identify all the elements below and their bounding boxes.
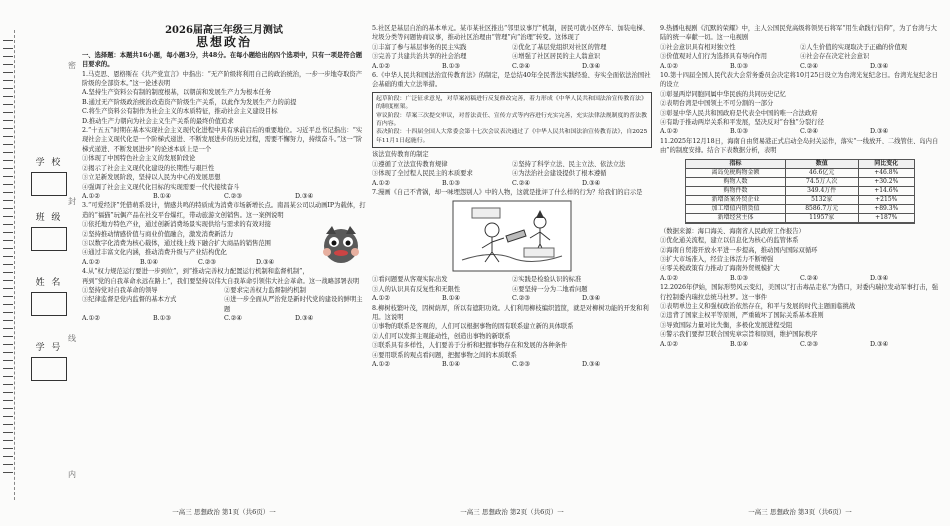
statement-options: ①遵循了立法宣传教育规律 ②坚持了科学立法、民主立法、依法立法 ③体现了全过程人民民主的本质要求 ④为法治社会建设提供了根本遵循 — [372, 160, 626, 178]
section-header: 一、选择题：本题共16小题，每小题3分，共48分。在每小题给出的四个选项中，只有一项是符合题目要求的。 — [82, 51, 363, 69]
question-11: 11.2025年12月18日，海南自由贸易港正式启动全岛封关运作，落实“一线放开、二线管住、岛内自由”的制度安排。结合下表数据分析，表明 — [660, 137, 939, 155]
answer-options: A.①② B.①③ C.②④ D.③④ — [660, 274, 889, 282]
table-row: 新增备案外贸企业 5132家 +215% — [686, 195, 915, 204]
answer-options: A.①② B.①③ C.②④ D.③④ — [372, 179, 601, 187]
class-input[interactable] — [31, 227, 67, 251]
cartoon-illustration — [452, 200, 572, 272]
student-id-field: 学 号 — [24, 340, 74, 381]
question-2: 2.“十五五”时期在基本实现社会主义现代化进程中具有承前启后的重要地位。习近平总书记指出：“实现社会主义现代化是一个阶梯式递进、不断发展进步的历史过程，需要不懈努力，持续奋斗。”这一“阶梯式递进、不断发展进步”的论述本质上是一个 — [82, 127, 363, 153]
table-row: 购物件数 349.4万件 +14.6% — [686, 186, 915, 195]
cut-line — [14, 30, 15, 500]
answer-options: A.①② B.①③ C.②④ D.③④ — [82, 315, 314, 323]
law-excerpt-box: 起草阶段：广泛征求意见，对草案初稿进行反复修改完善，着力形成《中华人民共和国法治宣传教育法》的制度框架。 审议阶段：草案三次提交审议，对普法责任、宣传方式等内容进行充实完善，充实法律法规制度的普法教育内容。 表决阶段：十四届全国人大常委会第十七次会议表决通过了《中华人民共和国法治宣传教育法》，自2025年11月1日起施行。 — [372, 92, 652, 148]
table-row — [686, 222, 915, 223]
statement-options: ①丰富了参与基层事务的民主实践 ②优化了基层党组织对社区的管理 ③完善了共建共治共享的社会治理 ④增强了社区居民的主人翁意识 — [372, 43, 607, 61]
answer-options: A.①② B.①④ C.②③ D.③④ — [82, 258, 275, 266]
name-field: 姓 名 — [24, 275, 74, 316]
statement-options: ①坚持党对自我革命的领导 ②要求完善权力监督制约机制 ③纪律监督是党内监督的基本方式 ④进一步全面从严治党是新时代党的建设的鲜明主题 — [82, 286, 363, 313]
table-row: 离岛免税购物金额 46.6亿元 +46.8% — [686, 168, 915, 177]
question-3: 3.“可爱经济”凭借萌系设计，情感共鸣的特质成为消费市场新增长点。南昌某公司以动画IP为载体，打造的“福猫”玩偶产品在社交平台爆红，带动旅游文创销售。这一案例说明 — [82, 202, 366, 219]
answer-options: A.①② B.①③ C.②④ D.③④ — [660, 62, 889, 70]
question-12: 12.2026年伊始，国际形势风云变幻，美国以“打击毒品走私”为借口，对委内瑞拉发动军事打击，强行控制委内瑞拉总统马杜罗。这一事件 — [660, 284, 939, 301]
statistics-table — [685, 159, 915, 224]
question-4: 4.从“权力规范运行要进一步到位”，到“推动完善权力配置运行机制和监督机制”，再到“党的自我革命永远在路上”，我们要坚持以伟大自我革命引领伟大社会革命。这一战略部署表明 — [82, 268, 360, 285]
mascot-figure — [318, 222, 364, 268]
answer-options: A.①② B.①③ C.②④ D.③④ — [372, 62, 601, 70]
answer-options: A.①② B.①④ C.②③ D.③④ — [372, 360, 601, 368]
alignment-ticks — [3, 40, 13, 480]
page-column-3: 9.热播电视剧《沉默的荣耀》中，主人公国民党高级将领吴石将军“用生命践行信仰”，为了台湾与大陆的统一奉献一切。这一电视剧 ①社会意识具有相对独立性 ②人生价值的实现取决于正确的价值观 ③价值观对人们行为选择具有导向作用 ④社会存在决定社会意识 A.①② B.①③ C.②④ D.③④ 10.第十四届全国人民代表大会常务委员会决定将10月25日设立为台湾光复纪念日。台湾光复纪念日的设立 ①彰显两岸同胞同属中华民族的共同历史记忆 ②表明台湾是中国领土不可分割的一部分 ③彰显中华人民共和国政府是代表全中国的唯一合法政府 ④有助于推动两岸关系和平发展，坚决反对“台独”分裂行径 A.①② B.①③ C.②④ D.③④ 11.2025年12月18日，海南自由贸易港正式启动全岛封关运作，落实“一线放开、二线管住、岛内自由”的制度安排。结合下表数据分析，表明 指标 数值 同比变化 离岛免税购物金额 46.6亿元 +46.8% 购物人数 74.5万人次 +30.2% 购物件数 349.4万件 +14.6% 新增备案外贸企业 5132家 +215% 加工增值内销货值 8586.7万元 +89.3% 新增经营主体 11957家 +187% （数据来源：海口海关、海南省人民政府工作报告） ①优化通关流程，建立以信息化为核心的监管体系 ②海南自贸港开放水平进一步提高，推动国内国际双循环 ③扩大市场准入，经营主体活力不断增强 ④零关税政策有力推动了海南外贸规模扩大 A.①② B.①③ C.②④ D.③④ 12.2026年伊始，国际形势风云变幻，美国以“打击毒品走私”为借口，对委内瑞拉发动军事打击，强行控制委内瑞拉总统马杜罗。这一事件 ①表明单边主义和强权政治依然存在，和平与发展的时代主题面临挑战 ②违背了国家主权平等原则，严重破坏了国际关系基本准则 ③导致国际力量对比失衡，多极化发展进程受阻 ④警示我们要捍卫联合国宪章宗旨和原则，维护国际秩序 A.①② B.①④ C.②③ D.③④ — [660, 25, 939, 348]
school-field: 学 校 — [24, 155, 74, 196]
answer-options: A.①② B.①④ C.②③ D.③④ — [372, 295, 601, 303]
name-input[interactable] — [31, 292, 67, 316]
page-footer: 一高三 思想政治 第3页（共6页）一 — [748, 508, 852, 516]
table-row: 新增经营主体 11957家 +187% — [686, 213, 915, 222]
student-id-input[interactable] — [31, 357, 67, 381]
class-field: 班 级 — [24, 210, 74, 251]
statement-options: ①社会意识具有相对独立性 ②人生价值的实现取决于正确的价值观 ③价值观对人们行为选择具有导向作用 ④社会存在决定社会意识 — [660, 43, 908, 61]
page-column-2: 5.社区是基层自治的基本单元。某市某社区推出“邻里议事厅”机制，居民可就小区停车、加装电梯、垃圾分类等问题协商议事，推动社区治理由“管理”向“治理”转变。这体现了 ①丰富了参与基层事务的民主实践 ②优化了基层党组织对社区的管理 ③完善了共建共治共享的社会治理 ④增强了社区居民的主人翁意识 A.①② B.①③ C.②④ D.③④ 6.《中华人民共和国法治宣传教育法》的制定，是总结40年全民普法实践经验、夯实全面依法治国社会基础的重大立法举措。 起草阶段：广泛征求意见，对草案初稿进行反复修改完善，着力形成《中华人民共和国法治宣传教育法》的制度框架。 审议阶段：草案三次提交审议，对普法责任、宣传方式等内容进行充实完善，充实法律法规制度的普法教育内容。 表决阶段：十四届全国人大常委会第十七次会议表决通过了《中华人民共和国法治宣传教育法》，自2025年11月1日起施行。 该法宣传教育的制定 ①遵循了立法宣传教育规律 ②坚持了科学立法、民主立法、依法立法 ③体现了全过程人民民主的本质要求 ④为法治社会建设提供了根本遵循 A.①② B.①③ C.②④ D.③④ 7.漫画《自己不背锅，却一味埋怨别人》中的人物，这就是批评了什么样的行为？给我们的启示是 ①看问题要从客观实际出发 ②实践是检验认识的标准 ③人的认识具有反复性和无限性 ④要坚持一分为二地看问题 A.①② B.①④ C.②③ D.③④ 8.柳树枝繁叶茂，因树荫厚，所以有遮阳功效。人们利用柳枝编织篮筐，就是对柳树功能的开发和利用。这说明 ①事物的联系是客观的，人们可以根据事物的固有联系建立新的具体联系 ②人们可以发挥主观能动性，创造出事物的新联系 ③联系具有多样性，人们要善于分析和把握事物存在和发展的各种条件 ④要用联系的观点看问题，把握事物之间的本质联系 A.①② B.①④ C.②③ D.③④ — [372, 25, 651, 368]
question-10: 10.第十四届全国人民代表大会常务委员会决定将10月25日设立为台湾光复纪念日。台湾光复纪念日的设立 — [660, 72, 938, 89]
table-source: （数据来源：海口海关、海南省人民政府工作报告） — [660, 227, 805, 235]
question-7: 7.漫画《自己不背锅，却一味埋怨别人》中的人物，这就是批评了什么样的行为？给我们的启示是 — [372, 188, 643, 196]
answer-options: A.①② B.①④ C.②③ D.③④ — [660, 340, 889, 348]
subject-title: 思想政治 — [195, 35, 252, 50]
answer-options: A.①② B.①③ C.②④ D.③④ — [660, 128, 889, 136]
question-6: 6.《中华人民共和国法治宣传教育法》的制定，是总结40年全民普法实践经验、夯实全面依法治国社会基础的重大立法举措。 — [372, 72, 651, 89]
question-9: 9.热播电视剧《沉默的荣耀》中，主人公国民党高级将领吴石将军“用生命践行信仰”，为了台湾与大陆的统一奉献一切。这一电视剧 — [660, 25, 937, 42]
cut-line-labels: 密 封 线 内 — [68, 61, 76, 479]
statement-options: ①看问题要从客观实际出发 ②实践是检验认识的标准 ③人的认识具有反复性和无限性 ④要坚持一分为二地看问题 — [372, 276, 588, 293]
question-8: 8.柳树枝繁叶茂，因树荫厚，所以有遮阳功效。人们利用柳枝编织篮筐，就是对柳树功能的开发和利用。这说明 — [372, 304, 649, 321]
question-1: 1.马克思、恩格斯在《共产党宣言》中指出：“无产阶级将利用自己的政治统治，一步一步地夺取资产阶级的全部资本。”这一论述表明 — [82, 70, 362, 88]
table-header-row: 指标 数值 同比变化 — [686, 159, 915, 168]
table-row: 加工增值内销货值 8586.7万元 +89.3% — [686, 204, 915, 213]
school-input[interactable] — [31, 172, 67, 196]
page-column-1: 2026届高三年级三月测试 思想政治 一、选择题：本题共16小题，每小题3分，共48分。在每小题给出的四个选项中，只有一项是符合题目要求的。 1.马克思、恩格斯在《共产党宣言》中指出：“无产阶级将利用自己的政治统治，一步一步地夺取资产阶级的全部资本。”这一论述表明 A.坚持生产资料公有制的制度根基，以朝前和发展生产力为根本任务 B.通过无产阶级政治统治改造资产阶级生产关系，以此作为发展生产力的前提 C.将生产资料公有制作为社会主义的本质特征，推动社会主义建设目标 D.推动生产力朝向为社会主义生产关系的最终价值追求 2.“十五五”时期在基本实现社会主义现代化进程中具有承前启后的重要地位。习近平总书记指出：“实现社会主义现代化是一个阶梯式递进、不断发展进步的历史过程，需要不懈努力，持续奋斗。”这一“阶梯式递进、不断发展进步”的论述本质上是一个 ①体现了中国特色社会主义的发展阶段论 ②揭示了社会主义现代化建设的长期性与艰巨性 ③立足新发展阶段，坚持以人民为中心的发展思想 ④强调了社会主义现代化目标的实现需要一代代接续奋斗 A.①② B.①④ C.②③ D.③④ 3.“可爱经济”凭借萌系设计，情感共鸣的特质成为消费市场新增长点。南昌某公司以动画IP为载体，打造的“福猫”玩偶产品在社交平台爆红，带动旅游文创销售。这一案例说明 ①依托地方特色产业，通过创新消费场景实现供给与需求的有效对接 ②坚持推动情感价值与商业价值融合，激发消费新活力 ③以数字化消费为核心载体，通过线上线下融合扩大商品的销售范围 ④通过丰富文化内涵，推动消费升级与产业结构优化 A.①② B.①④ C.②③ D.③④ 4.从“权力规范运行要进一步到位”，到“推动完善权力配置运行机制和监督机制”，再到“党的自我革命永远在路上”，我们要坚持以伟大自我革命引领伟大社会革命。这一战略部署表明 ①坚持党对自我革命的领导 ②要求完善权力监督制约机制 ③纪律监督是党内监督的基本方式 ④进一步全面从严治党是新时代党的建设的鲜明主题 A.①② B.①③ C.②④ D.③④ — [82, 25, 366, 323]
page-footer: 一高三 思想政治 第1页（共6页）一 — [172, 508, 276, 516]
table-row: 购物人数 74.5万人次 +30.2% — [686, 177, 915, 186]
question-5: 5.社区是基层自治的基本单元。某市某社区推出“邻里议事厅”机制，居民可就小区停车、加装电梯、垃圾分类等问题协商议事，推动社区治理由“管理”向“治理”转变。这体现了 — [372, 25, 649, 42]
binding-margin — [0, 0, 86, 526]
page-footer: 一高三 思想政治 第2页（共6页）一 — [460, 508, 564, 516]
exam-title: 2026届高三年级三月测试 — [165, 25, 283, 36]
answer-options: A.①② B.①④ C.②③ D.③④ — [82, 192, 314, 200]
